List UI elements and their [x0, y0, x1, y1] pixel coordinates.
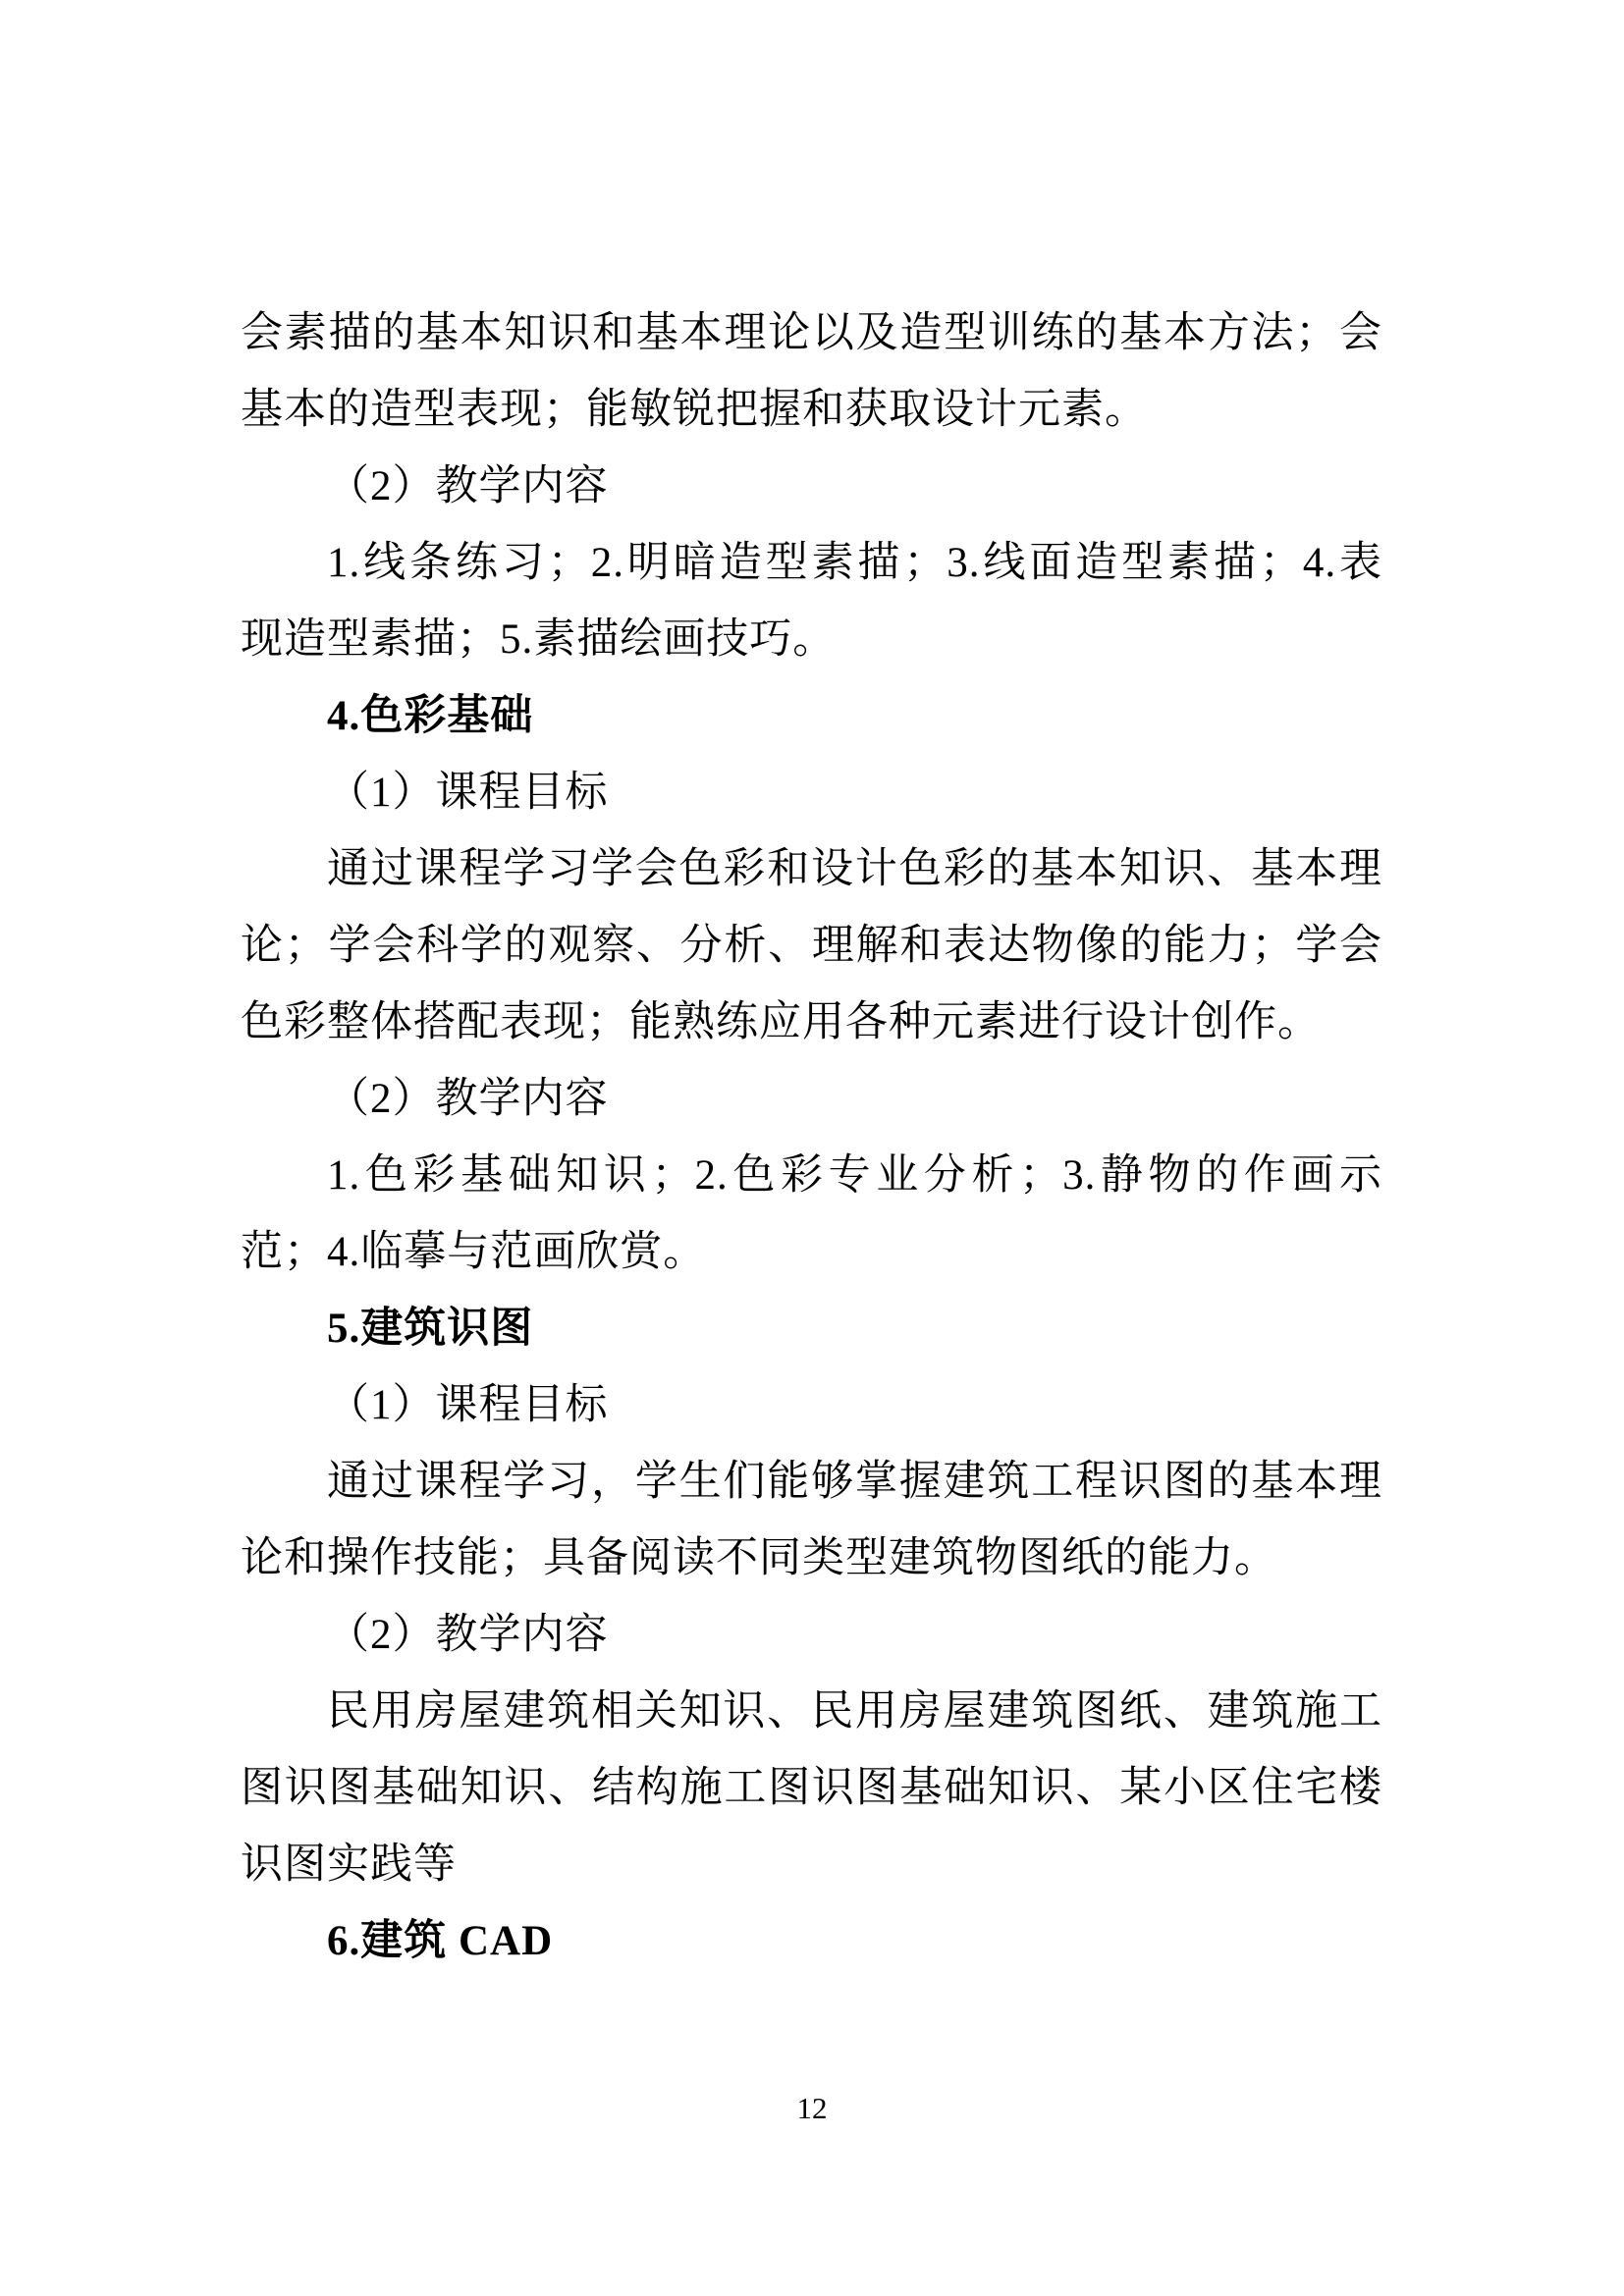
document-body: [241, 295, 1382, 1980]
text-line: 论；学会科学的观察、分析、理解和表达物像的能力；学会: [241, 923, 1382, 969]
subheading-teaching-content: （2）教学内容: [327, 1612, 609, 1658]
text-line: 识图实践等: [241, 1842, 457, 1888]
page-number: 12: [796, 2091, 828, 2125]
section-heading-architectural-cad: 6.建筑 CAD: [327, 1918, 554, 1964]
text-line: 1.线条练习；2.明暗造型素描；3.线面造型素描；4.表: [327, 540, 1382, 586]
text-line: 范；4.临摹与范画欣赏。: [241, 1229, 707, 1275]
text-line: 现造型素描；5.素描绘画技巧。: [241, 616, 837, 663]
subheading-course-goal: （1）课程目标: [327, 1382, 609, 1428]
text-line: 民用房屋建筑相关知识、民用房屋建筑图纸、建筑施工: [327, 1688, 1382, 1735]
section-heading-color-basics: 4.色彩基础: [327, 693, 534, 739]
subheading-teaching-content: （2）教学内容: [327, 1076, 609, 1122]
text-line: 会素描的基本知识和基本理论以及造型训练的基本方法；会: [241, 310, 1382, 356]
text-line: 1.色彩基础知识；2.色彩专业分析；3.静物的作画示: [327, 1152, 1382, 1199]
text-line: 基本的造型表现；能敏锐把握和获取设计元素。: [241, 387, 1148, 433]
section-heading-architectural-drawing-reading: 5.建筑识图: [327, 1306, 534, 1352]
text-line: 图识图基础知识、结构施工图识图基础知识、某小区住宅楼: [241, 1765, 1382, 1811]
text-line: 通过课程学习学会色彩和设计色彩的基本知识、基本理: [327, 846, 1382, 892]
text-line: 论和操作技能；具备阅读不同类型建筑物图纸的能力。: [241, 1535, 1277, 1581]
subheading-teaching-content: （2）教学内容: [327, 463, 609, 509]
text-line: 通过课程学习，学生们能够掌握建筑工程识图的基本理: [327, 1459, 1382, 1505]
subheading-course-goal: （1）课程目标: [327, 770, 609, 816]
text-line: 色彩整体搭配表现；能熟练应用各种元素进行设计创作。: [241, 999, 1321, 1045]
